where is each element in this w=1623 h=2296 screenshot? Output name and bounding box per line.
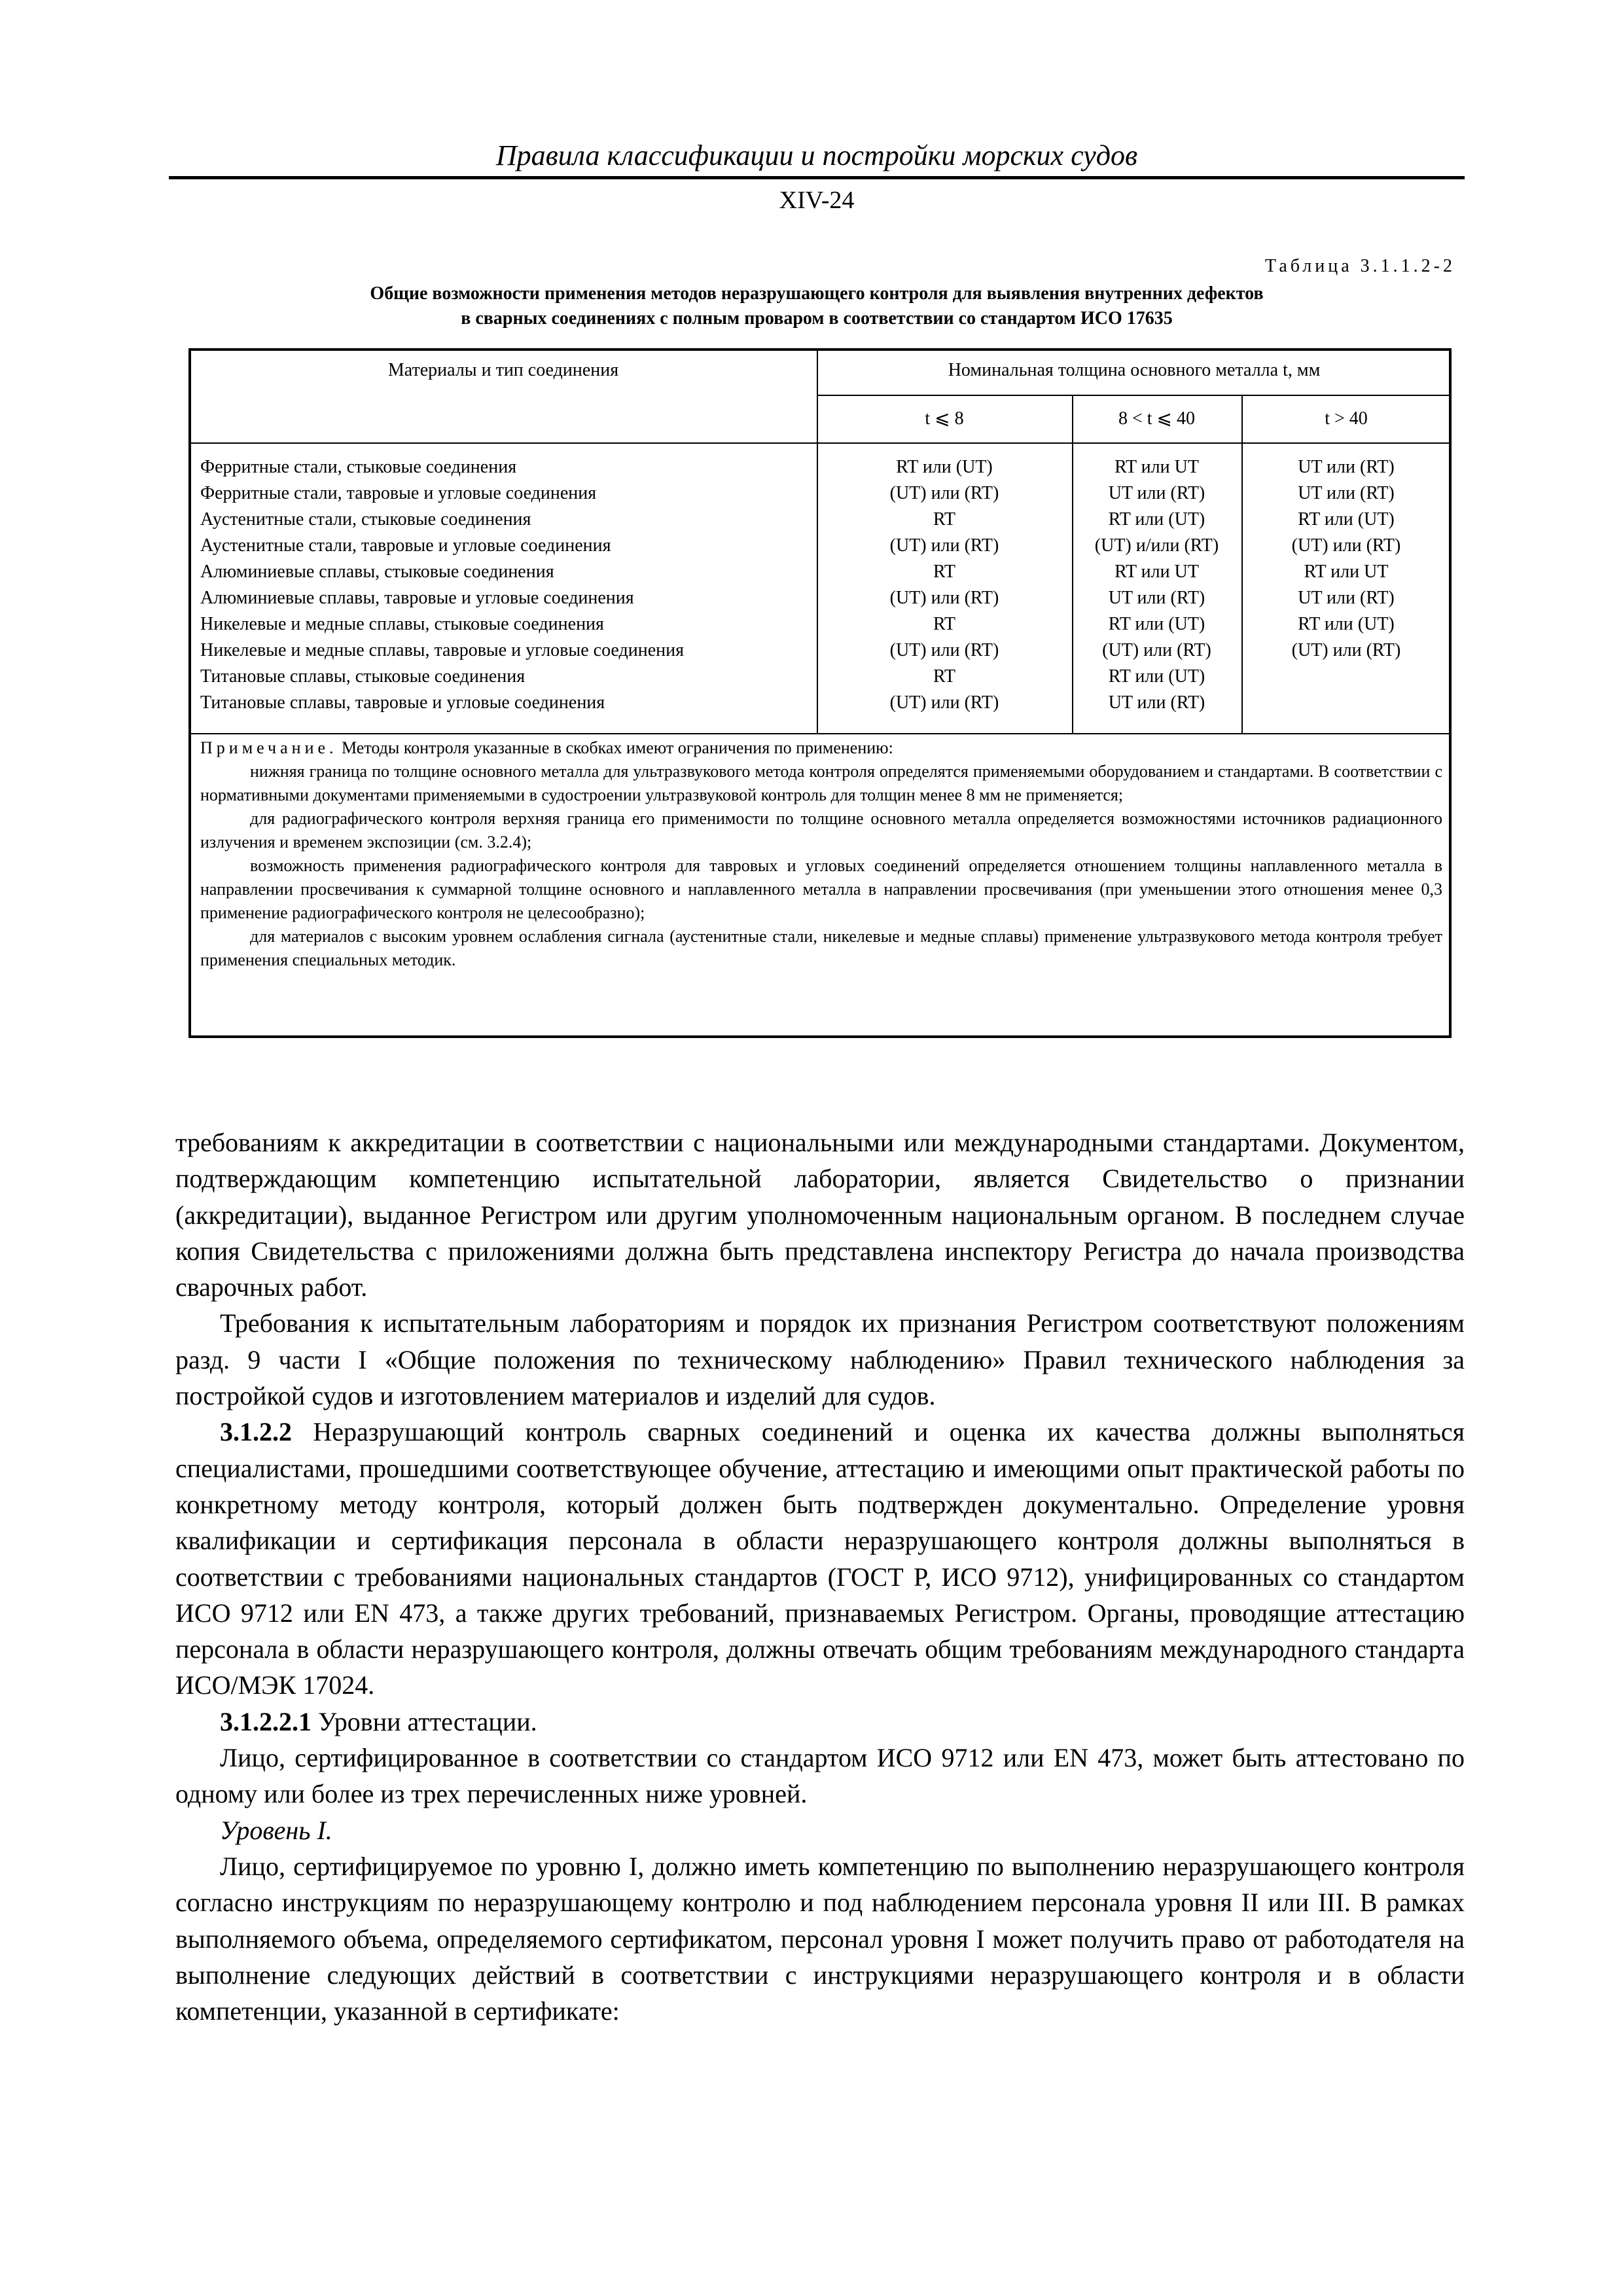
row-value: (UT) или (RT)	[1291, 640, 1401, 660]
header-rule	[169, 176, 1465, 179]
header-divider	[188, 442, 1452, 444]
row-value: RT	[933, 562, 956, 582]
row-value: (UT) или (RT)	[1291, 535, 1401, 556]
row-value: RT или UT	[1115, 457, 1199, 477]
level-heading: Уровень I.	[220, 1815, 332, 1845]
clause-number: 3.1.2.2	[220, 1417, 292, 1447]
table-note	[200, 736, 1442, 972]
header-col-thick: t > 40	[1325, 408, 1368, 429]
clause-number: 3.1.2.2.1	[220, 1706, 312, 1736]
row-material: Аустенитные стали, тавровые и угловые соединения	[200, 535, 611, 556]
body-paragraph: Лицо, сертифицированное в соответствии со стандартом ИСО 9712 или EN 473, может быть аттестовано по одному или более из трех перечисленных ниже уровней.	[175, 1743, 1465, 1809]
body-paragraph	[175, 1704, 1465, 1740]
row-value: UT или (RT)	[1108, 483, 1205, 503]
row-value: RT	[933, 666, 956, 687]
clause-text: Неразрушающий контроль сварных соединений и оценка их качества должны выполняться специалистами, прошедшими соответствующее обучение, аттестацию и имеющими опыт практической работы по конкретному методу контроля, который должен быть подтвержден документально. Определение уровня квалификации и сертификация персонала в области неразрушающего контроля должны выполняться в соответствии с требованиями национальных стандартов (ГОСТ Р, ИСО 9712), унифицированных со стандартом ИСО 9712 или EN 473, а также других требований, признаваемых Регистром. Органы, проводящие аттестацию персонала в области неразрушающего контроля, должны отвечать общим требованиям международного стандарта ИСО/МЭК 17024.	[175, 1417, 1465, 1700]
row-value: (UT) или (RT)	[1102, 640, 1211, 660]
row-value: RT или (UT)	[1298, 614, 1395, 634]
row-value: (UT) или (RT)	[889, 483, 999, 503]
row-material: Алюминиевые сплавы, тавровые и угловые соединения	[200, 588, 634, 608]
row-material: Ферритные стали, тавровые и угловые соединения	[200, 483, 597, 503]
note-divider	[188, 733, 1452, 734]
row-value: RT или (UT)	[1108, 614, 1205, 634]
row-material: Титановые сплавы, стыковые соединения	[200, 666, 526, 687]
body-paragraph: Требования к испытательным лабораториям и порядок их признания Регистром соответствуют положениям разд. 9 части I «Общие положения по техническому наблюдению» Правил технического наблюдения за постройкой судов и изготовлением материалов и изделий для судов.	[175, 1308, 1465, 1411]
header-thickness: Номинальная толщина основного металла t, мм	[948, 360, 1321, 380]
row-material: Аустенитные стали, стыковые соединения	[200, 509, 531, 529]
body-paragraph	[175, 1414, 1465, 1703]
body-paragraph: требованиям к аккредитации в соответствии с национальными или международными стандартами. Документом, подтверждающим компетенцию испытательной лаборатории, является Свидетельство о признании (аккредитации), выданное Регистром или другим уполномоченным национальным органом. В последнем случае копия Свидетельства с приложениями должна быть представлена инспектору Регистра до начала производства сварочных работ.	[175, 1128, 1465, 1302]
row-value: (UT) и/или (RT)	[1094, 535, 1219, 556]
body-paragraph	[175, 1812, 1465, 1848]
table-label: Таблица 3.1.1.2-2	[1264, 256, 1455, 276]
row-value: (UT) или (RT)	[889, 692, 999, 713]
row-value: UT или (RT)	[1298, 483, 1395, 503]
note-label: Примечание.	[200, 738, 338, 757]
row-value: RT или (UT)	[1298, 509, 1395, 529]
row-value: UT или (RT)	[1298, 457, 1395, 477]
row-value: RT	[933, 614, 956, 634]
page-number: XIV-24	[779, 187, 855, 214]
row-value: UT или (RT)	[1108, 692, 1205, 713]
row-value: RT или UT	[1115, 562, 1199, 582]
note-paragraph: для материалов с высоким уровнем ослабления сигнала (аустенитные стали, никелевые и медные сплавы) применение ультразвукового метода контроля требует применения специальных методик.	[200, 927, 1442, 969]
row-value: RT или (UT)	[1108, 666, 1205, 687]
table-title-line: Общие возможности применения методов неразрушающего контроля для выявления внутренних дефектов	[370, 283, 1264, 304]
row-value: (UT) или (RT)	[889, 640, 999, 660]
row-material: Никелевые и медные сплавы, тавровые и угловые соединения	[200, 640, 684, 660]
row-value: RT или (UT)	[896, 457, 993, 477]
body-paragraph: Лицо, сертифицируемое по уровню I, должно иметь компетенцию по выполнению неразрушающего контроля согласно инструкциям по неразрушающему контролю и под наблюдением персонала уровня II или III. В рамках выполняемого объема, определяемого сертификатом, персонал уровня I может получить право от работодателя на выполнение следующих действий в соответствии с инструкциями неразрушающего контроля и в области компетенции, указанной в сертификате:	[175, 1851, 1465, 2026]
table-title	[169, 281, 1465, 331]
header-col-thin: t ⩽ 8	[925, 408, 964, 429]
row-value: RT	[933, 509, 956, 529]
table-title-line: в сварных соединениях с полным проваром в соответствии со стандартом ИСО 17635	[461, 308, 1173, 329]
row-value: (UT) или (RT)	[889, 535, 999, 556]
header-col-medium: 8 < t ⩽ 40	[1118, 408, 1196, 429]
row-material: Алюминиевые сплавы, стыковые соединения	[200, 562, 554, 582]
header-divider	[817, 395, 1452, 396]
clause-text: Уровни аттестации.	[318, 1706, 537, 1736]
note-paragraph: нижняя граница по толщине основного металла для ультразвукового метода контроля определятся применяемыми оборудованием и стандартами. В соответствии с нормативными документами применяемыми в судостроении ультразвуковой контроль для толщин менее 8 мм не применяется;	[200, 762, 1442, 804]
row-value: UT или (RT)	[1108, 588, 1205, 608]
note-paragraph: для радиографического контроля верхняя граница его применимости по толщине основного металла определяется возможностями источников радиационного излучения и временем экспозиции (см. 3.2.4);	[200, 809, 1442, 852]
body-text	[175, 1124, 1465, 2029]
row-value: (UT) или (RT)	[889, 588, 999, 608]
note-intro: Методы контроля указанные в скобках имеют ограничения по применению:	[342, 738, 893, 757]
row-material: Никелевые и медные сплавы, стыковые соединения	[200, 614, 604, 634]
row-material: Титановые сплавы, тавровые и угловые соединения	[200, 692, 605, 713]
row-value: RT или (UT)	[1108, 509, 1205, 529]
row-value: UT или (RT)	[1298, 588, 1395, 608]
note-paragraph: возможность применения радиографического контроля для тавровых и угловых соединений определяется отношением толщины наплавленного металла в направлении просвечивания к суммарной толщине основного и наплавленного металла в направлении просвечивания (при уменьшении этого отношения менее 0,3 применение радиографического контроля не целесообразно);	[200, 856, 1442, 922]
header-materials: Материалы и тип соединения	[387, 360, 619, 380]
row-value: RT или UT	[1304, 562, 1389, 582]
running-title: Правила классификации и постройки морских судов	[495, 139, 1138, 171]
row-material: Ферритные стали, стыковые соединения	[200, 457, 517, 477]
